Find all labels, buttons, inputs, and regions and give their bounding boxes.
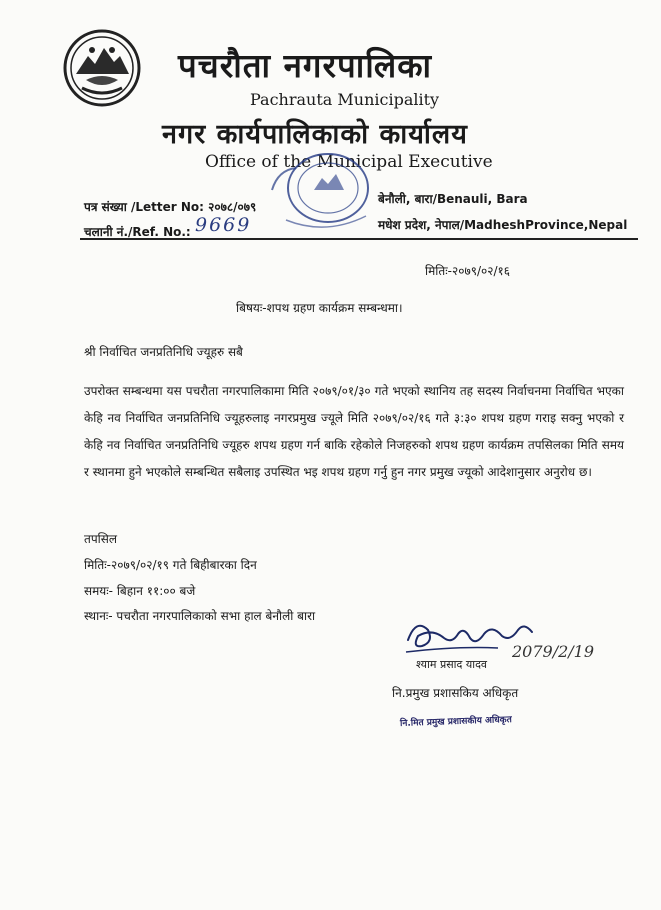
letter-salutation: श्री निर्वाचित जनप्रतिनिधि ज्यूहरु सबै [84, 345, 243, 359]
signature-date: 2079/2/19 [512, 642, 595, 661]
reference-number-handwritten: 9669 [195, 214, 252, 236]
signatory-title: नि.प्रमुख प्रशासकिय अधिकृत [392, 686, 519, 700]
event-place: स्थानः- पचरौता नगरपालिकाको सभा हाल बेनौली बारा [84, 609, 316, 623]
reference-number-label: चलानी नं./Ref. No.: [84, 225, 191, 239]
nepal-emblem-icon [62, 28, 142, 108]
letter-subject: बिषयः-शपथ ग्रहण कार्यक्रम सम्बन्धमा। [236, 301, 403, 315]
office-title-nepali: नगर कार्यपालिकाको कार्यालय [162, 119, 468, 150]
address-line-2: मधेश प्रदेश, नेपाल/MadheshProvince,Nepal [378, 218, 628, 232]
signatory-name: श्याम प्रसाद यादव [416, 658, 488, 671]
header-divider [80, 238, 638, 240]
letter-number: पत्र संख्या /Letter No: २०७८/०७९ [84, 200, 257, 214]
municipality-title-english: Pachrauta Municipality [250, 90, 440, 109]
designation-stamp: नि.मित प्रमुख प्रशासकीय अधिकृत [399, 715, 512, 729]
event-time: समयः- बिहान ११:०० बजे [84, 584, 196, 598]
office-title-english: Office of the Municipal Executive [205, 152, 493, 172]
municipality-title-nepali: पचरौता नगरपालिका [178, 46, 433, 85]
event-date: मितिः-२०७९/०२/१९ गते बिहीबारका दिन [84, 558, 257, 572]
round-office-stamp-icon [266, 150, 376, 235]
letter-body-paragraph: उपरोक्त सम्बन्धमा यस पचरौता नगरपालिकामा मिति २०७९/०१/३० गते भएको स्थानिय तह सदस्य निर्वाचनमा निर्वाचित भएका केहि नव निर्वाचित जनप्रतिनिधि ज्यूहरुलाइ नगरप्रमुख ज्यूले मिति २०७९/०२/१६ गते ३:३० शपथ ग्रहण गराइ सक्नु भएको र केहि नव निर्वाचित जनप्रतिनिधि ज्यूहरु शपथ ग्रहण गर्न बाकि रहेकोले निजहरुको शपथ ग्रहण कार्यक्रम तपसिलका मिति समय र स्थानमा हुने भएकोले सम्बन्धित सबैलाइ उपस्थित भइ शपथ ग्रहण गर्नु हुन नगर प्रमुख ज्यूको आदेशानुसार अनुरोध छ। [84, 384, 624, 479]
letter-date: मितिः-२०७९/०२/१६ [425, 264, 510, 278]
address-line-1: बेनौली, बारा/Benauli, Bara [378, 192, 528, 206]
details-heading: तपसिल [84, 532, 118, 546]
